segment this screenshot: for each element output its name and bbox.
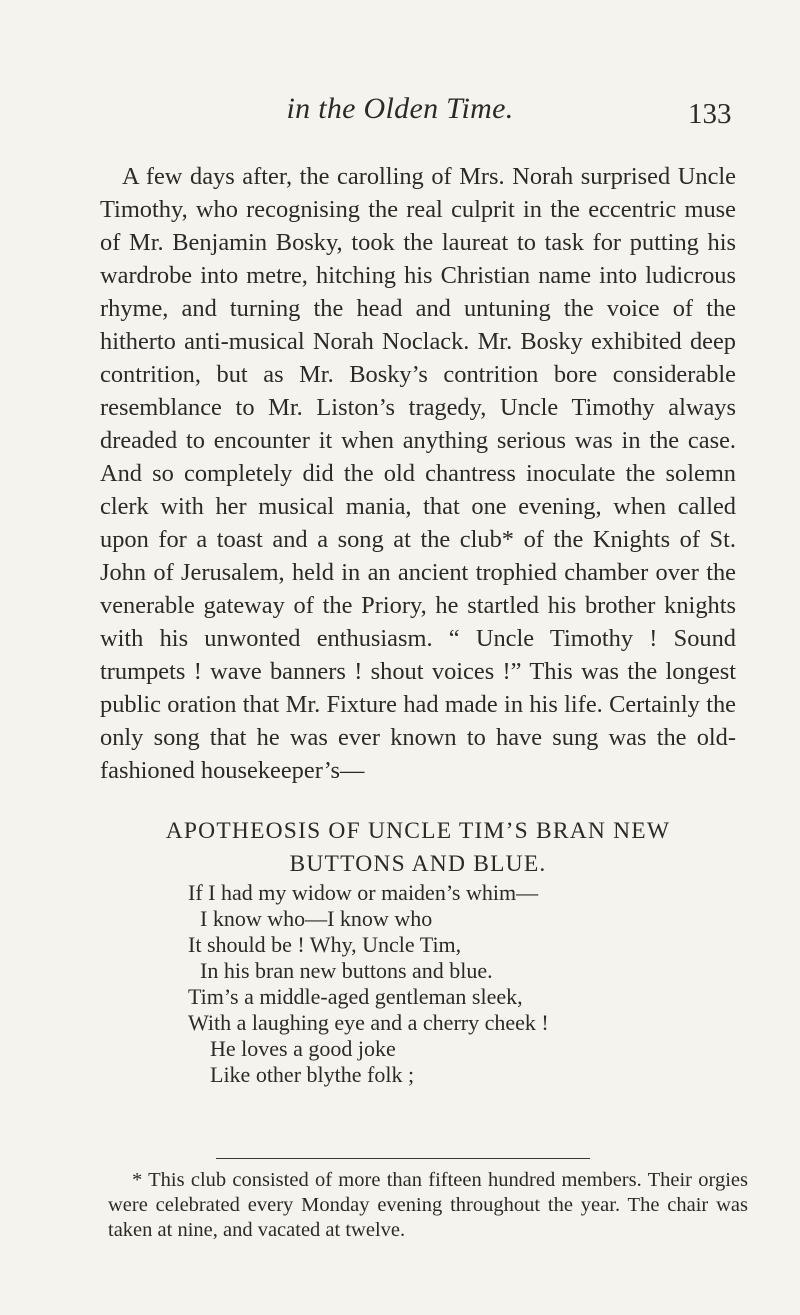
footnote	[108, 1168, 748, 1243]
paragraph: A few days after, the carolling of Mrs. Norah surprised Uncle Timothy, who recognising the real culprit in the eccentric muse of Mr. Benjamin Bosky, took the laureat to task for putting his wardrobe into metre, hitching his Christian name into ludicrous rhyme, and turning the head and untuning the voice of the hitherto anti-musical Norah Noclack. Mr. Bosky exhibited deep contrition, but as Mr. Bosky’s contrition bore considerable resemblance to Mr. Liston’s tragedy, Uncle Timothy always dreaded to encounter it when anything serious was in the case. And so completely did the old chantress inoculate the solemn clerk with her musical mania, that one evening, when called upon for a toast and a song at the club* of the Knights of St. John of Jerusalem, held in an ancient trophied chamber over the venerable gateway of the Priory, he startled his brother knights with his unwonted enthusiasm. “ Uncle Timothy ! Sound trumpets ! wave banners ! shout voices !” This was the longest public oration that Mr. Fixture had made in his life. Certainly the only song that he was ever known to have sung was the old-fashioned housekeeper’s—	[100, 163, 736, 784]
song-title	[100, 815, 736, 881]
verse-line: He loves a good joke	[210, 1036, 396, 1061]
song-title-line: BUTTONS AND BLUE.	[289, 851, 547, 877]
running-head: in the Olden Time.	[286, 92, 514, 125]
verse-line: It should be ! Why, Uncle Tim,	[188, 932, 462, 957]
page-number: 133	[688, 98, 732, 130]
verse-line: In his bran new buttons and blue.	[200, 958, 493, 983]
footnote-text: * This club consisted of more than fifteen hundred members. Their orgies were celebrated every Monday evening throughout the year. The chair was taken at nine, and vacated at twelve.	[108, 1169, 748, 1241]
song-title-line: APOTHEOSIS OF UNCLE TIM’S BRAN NEW	[165, 818, 671, 844]
body-text	[100, 160, 736, 787]
verse-line: If I had my widow or maiden’s whim—	[188, 880, 539, 905]
verse-line: Like other blythe folk ;	[210, 1062, 415, 1087]
verse-line: Tim’s a middle-aged gentleman sleek,	[188, 984, 523, 1009]
verse-line: With a laughing eye and a cherry cheek !	[188, 1010, 549, 1035]
footnote-rule	[216, 1158, 590, 1159]
verse-line: I know who—I know who	[200, 906, 433, 931]
song-verse	[188, 880, 748, 1088]
